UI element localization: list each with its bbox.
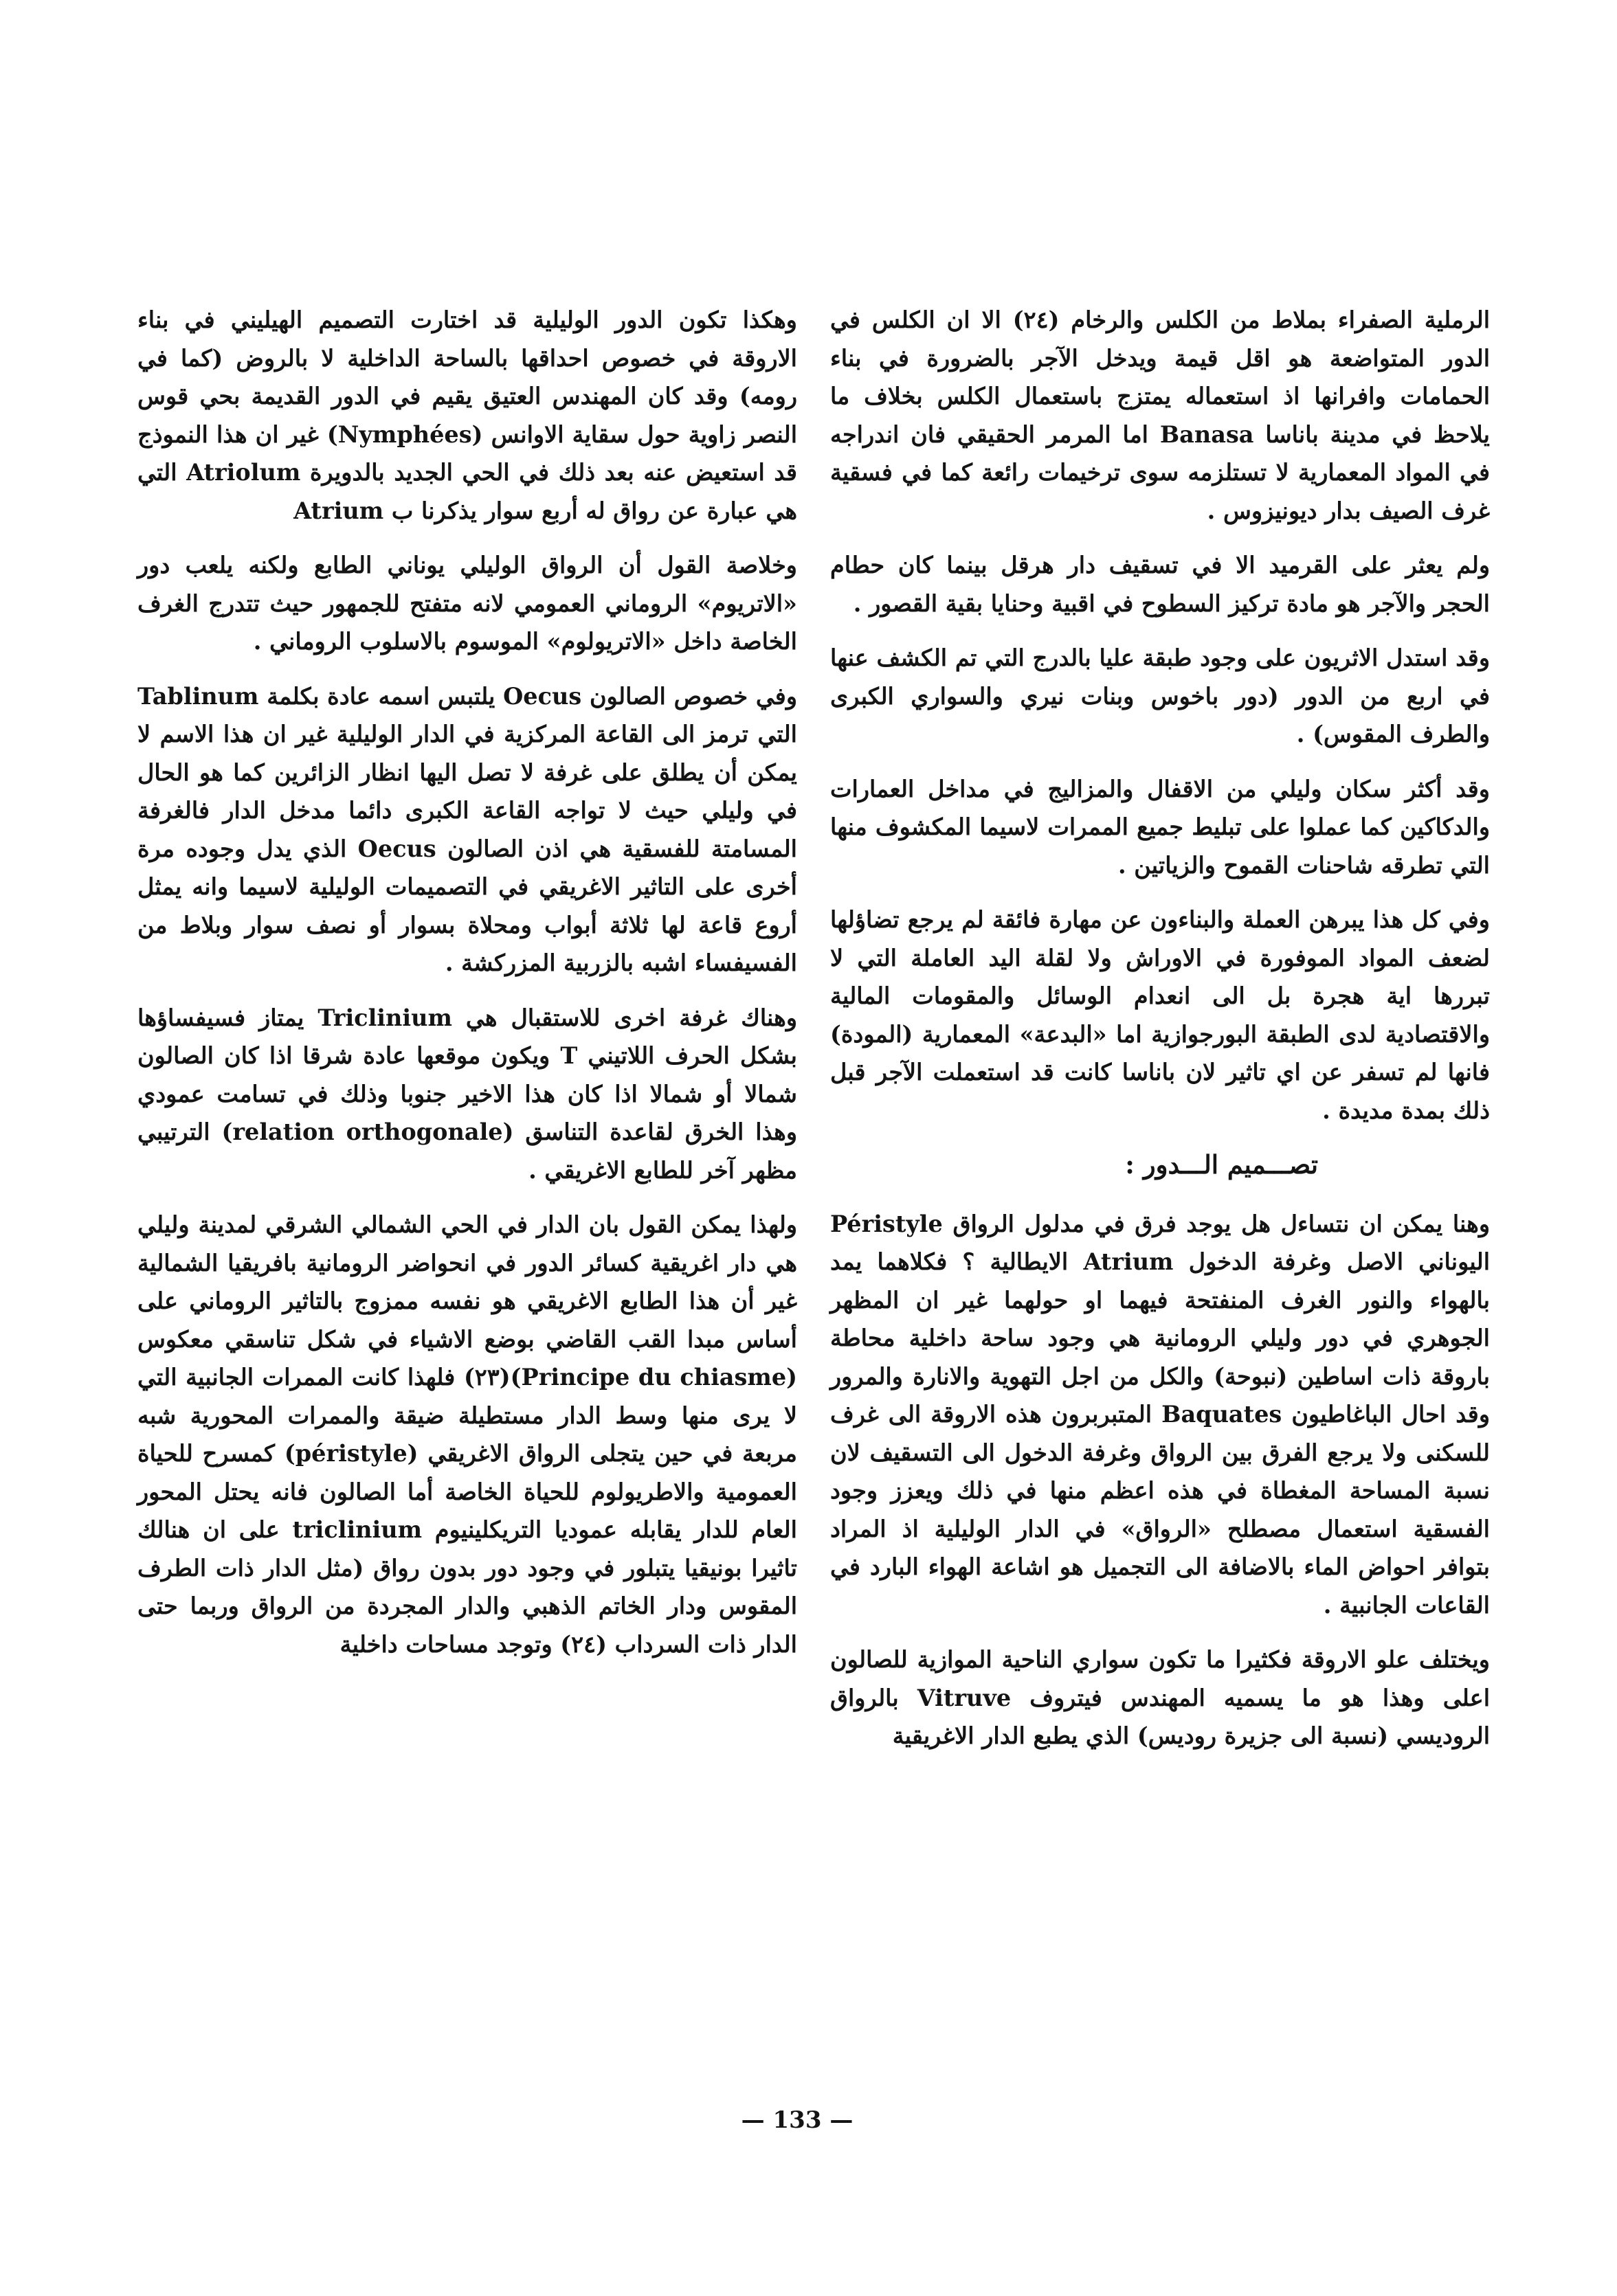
section-heading: تصـــميم الـــدور : bbox=[1125, 1149, 1318, 1180]
right-column bbox=[830, 301, 1490, 1772]
right-paragraph-6: وهنا يمكن ان نتساءل هل يوجد فرق في مدلول الرواق Péristyle اليوناني الاصل وغرفة الدخول Atrium الايطالية ؟ فكلاهما يمد بالهواء والنور الغرف المنفتحة فيهما او حولهما غير ان المظهر الجوهري في دور وليلي الرومانية هي وجود ساحة داخلية محاطة باروقة ذات اساطين (نبوحة) والكل من اجل التهوية والانارة والمرور وقد احال الباغاطيون Baquates المتبربرون هذه الاروقة الى غرف للسكنى ولا يرجع الفرق بين الرواق وغرفة الدخول الى التسقيف لان نسبة المساحة المغطاة في هذه اعظم منها في ذلك ويعزز وجود الفسقية استعمال مصطلح «الرواق» في الدار الوليلية اذ المراد بتوافر احواض الماء بالاضافة الى التجميل هو اشاعة الهواء البارد في القاعات الجانبية . bbox=[830, 1210, 1490, 1619]
page-number: — 133 — bbox=[741, 2106, 854, 2134]
right-paragraph-4: وقد أكثر سكان وليلي من الاقفال والمزاليج في مداخل العمارات والدكاكين كما عملوا على تبليط جميع الممرات لاسيما المكشوف منها التي تطرقه شاحنات القموح والزياتين . bbox=[830, 775, 1490, 879]
left-paragraph-4: وهناك غرفة اخرى للاستقبال هي Triclinium يمتاز فسيفساؤها بشكل الحرف اللاتيني T ويكون موقعها عادة شرقا اذا كان الصالون شمالا أو شمالا اذا كان هذا الاخير جنوبا وذلك في تسامت عمودي وهذا الخرق لقاعدة التناسق (relation orthogonale) الترتيبي مظهر آخر للطابع الاغريقي . bbox=[137, 1004, 797, 1184]
left-paragraph-2: وخلاصة القول أن الرواق الوليلي يوناني الطابع ولكنه يلعب دور «الاتريوم» الروماني العمومي لانه متفتح للجمهور حيث تتدرج الغرف الخاصة داخل «الاتريولوم» الموسوم بالاسلوب الروماني . bbox=[137, 552, 797, 655]
right-paragraph-7: ويختلف علو الاروقة فكثيرا ما تكون سواري الناحية الموازية للصالون اعلى وهذا هو ما يسميه المهندس فيتروف Vitruve بالرواق الروديسي (نسبة الى جزيرة روديس) الذي يطبع الدار الاغريقية bbox=[830, 1646, 1490, 1749]
left-paragraph-1: وهكذا تكون الدور الوليلية قد اختارت التصميم الهيليني في بناء الاروقة في خصوص احداقها بالساحة الداخلية لا بالروض (كما في رومه) وقد كان المهندس العتيق يقيم في الدور القديمة بحي قوس النصر زاوية حول سقاية الاوانس (Nymphées) غير ان هذا النموذج قد استعيض عنه بعد ذلك في الحي الجديد بالدويرة Atriolum التي هي عبارة عن رواق له أربع سوار يذكرنا ب Atrium bbox=[137, 306, 798, 524]
right-paragraph-3: وقد استدل الاثريون على وجود طبقة عليا بالدرج التي تم الكشف عنها في اربع من الدور (دور باخوس وبنات نيري والسواري الكبرى والطرف المقوس) . bbox=[830, 644, 1490, 747]
left-paragraph-3: وفي خصوص الصالون Oecus يلتبس اسمه عادة بكلمة Tablinum التي ترمز الى القاعة المركزية في الدار الوليلية غير ان هذا الاسم لا يمكن أن يطلق على غرفة لا تصل اليها انظار الزائرين كما هو الحال في وليلي حيث لا تواجه القاعة الكبرى دائما مدخل الدار فالغرفة المسامتة للفسقية هي اذن الصالون Oecus الذي يدل وجوده مرة أخرى على التاثير الاغريقي في التصميمات الوليلية لاسيما وانه يمثل أروع قاعة لها ثلاثة أبواب ومحلاة بسوار أو نصف سوار وبلاط من الفسيفساء اشبه بالزربية المزركشة . bbox=[137, 682, 797, 976]
left-column bbox=[137, 301, 797, 1680]
right-paragraph-2: ولم يعثر على القرميد الا في تسقيف دار هرقل بينما كان حطام الحجر والآجر هو مادة تركيز السطوح في اقبية وحنايا بقية القصور . bbox=[830, 552, 1490, 617]
right-paragraph-1: الرملية الصفراء بملاط من الكلس والرخام (٢٤) الا ان الكلس في الدور المتواضعة هو اقل قيمة ويدخل الآجر بالضرورة في بناء الحمامات وافرانها اذ استعماله يمتزج باستعمال الكلس بخلاف ما يلاحظ في مدينة باناسا Banasa اما المرمر الحقيقي فان اندراجه في المواد المعمارية لا تستلزمه سوى ترخيمات رائعة كما في فسقية غرف الصيف بدار ديونيزوس . bbox=[830, 306, 1491, 524]
left-paragraph-5: ولهذا يمكن القول بان الدار في الحي الشمالي الشرقي لمدينة وليلي هي دار اغريقية كسائر الدور في انحواضر الرومانية بافريقيا الشمالية غير أن هذا الطابع الاغريقي هو نفسه ممزوج بالتاثير الروماني على أساس مبدا القب القاضي بوضع الاشياء في شكل تناسقي معكوس (Principe du chiasme)(٢٣) فلهذا كانت الممرات الجانبية التي لا يرى منها وسط الدار مستطيلة ضيقة والممرات المحورية شبه مربعة في حين يتجلى الرواق الاغريقي (péristyle) كمسرح للحياة العمومية والاطريولوم للحياة الخاصة أما الصالون فانه يحتل المحور العام للدار يقابله عموديا التريكلينيوم triclinium على ان هنالك تاثيرا بونيقيا يتبلور في وجود دور بدون رواق (مثل الدار ذات الطرف المقوس ودار الخاتم الذهبي والدار المجردة من الرواق وربما حتى الدار ذات السرداب (٢٤) وتوجد مساحات داخلية bbox=[137, 1211, 798, 1658]
right-paragraph-5: وفي كل هذا يبرهن العملة والبناءون عن مهارة فائقة لم يرجع تضاؤلها لضعف المواد الموفورة في الاوراش ولا لقلة اليد العاملة التي لا تبررها اية هجرة بل الى انعدام الوسائل والمقومات المالية والاقتصادية لدى الطبقة البورجوازية اما «البدعة» المعمارية (المودة) فانها لم تسفر عن اي تاثير لان باناسا كانت قد استعملت الآجر قبل ذلك بمدة مديدة . bbox=[830, 906, 1490, 1124]
